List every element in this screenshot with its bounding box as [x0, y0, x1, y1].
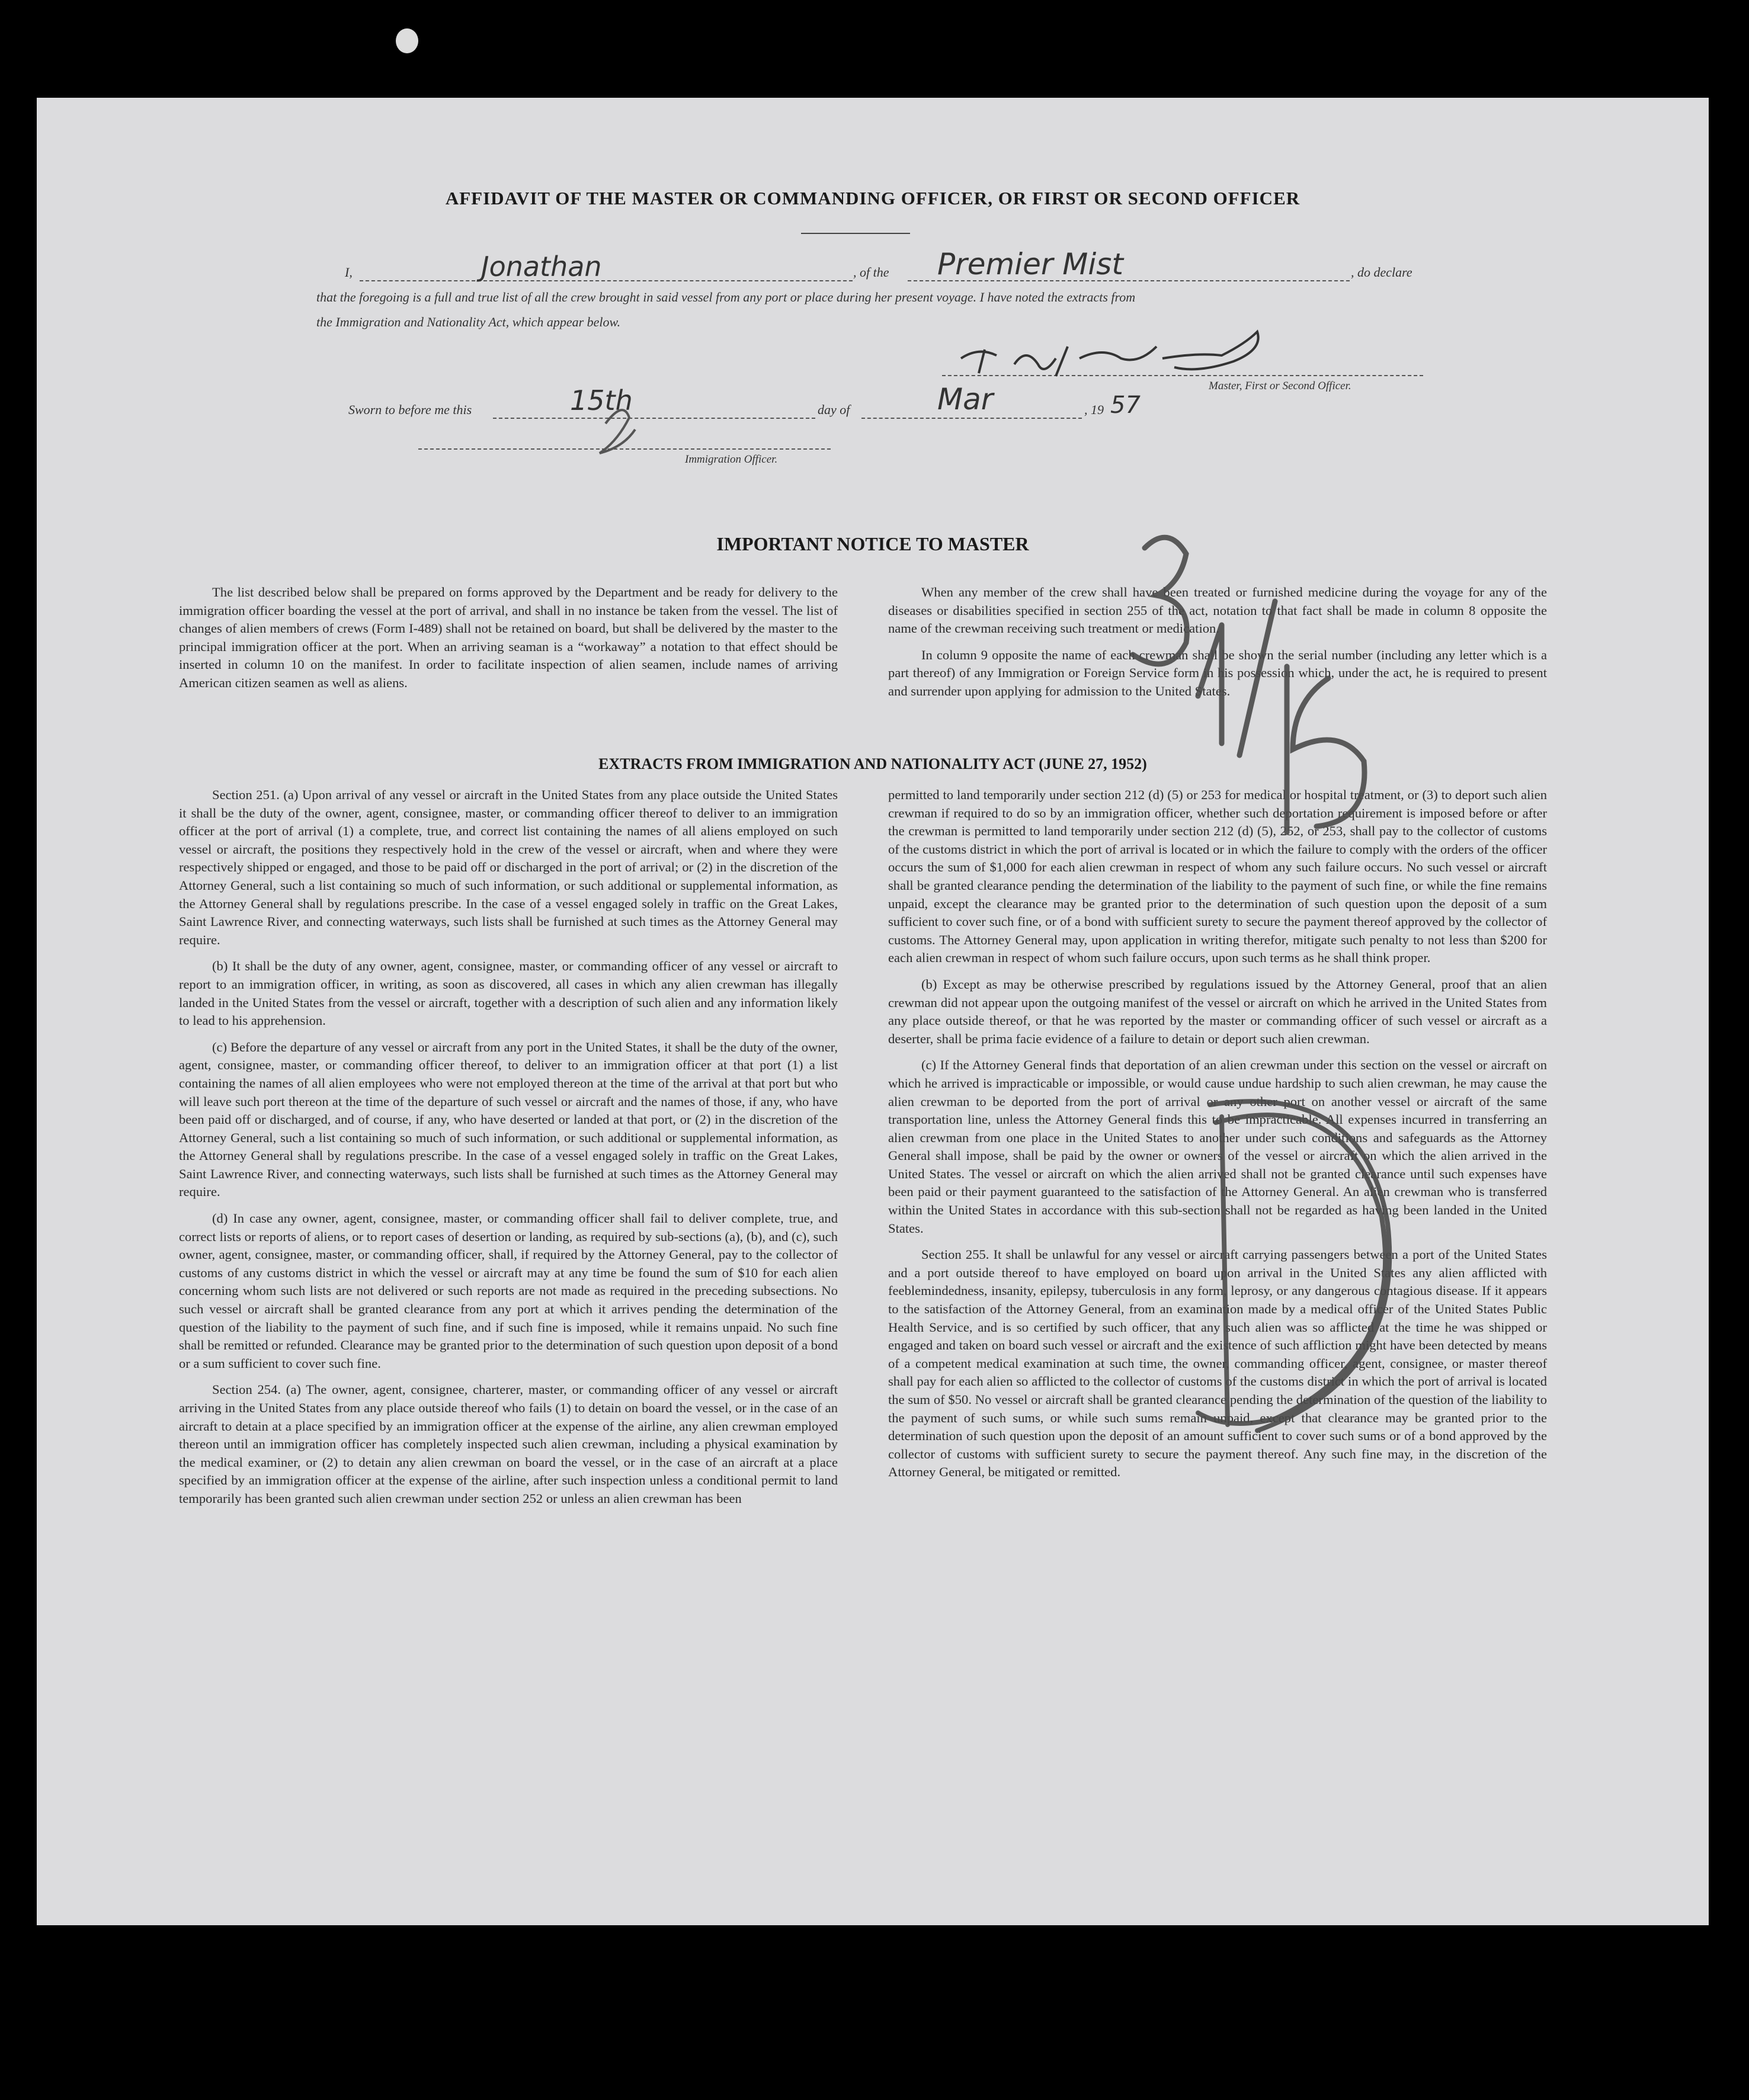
do-declare-label: , do declare	[1351, 265, 1412, 280]
affidavit-title: AFFIDAVIT OF THE MASTER OR COMMANDING OFFICER, OR FIRST OR SECOND OFFICER	[445, 188, 1300, 209]
section-251a: Section 251. (a) Upon arrival of any vessel or aircraft in the United States from any place outside the United States it shall be the duty of the owner, agent, consignee, master, or commanding officer thereof to deliver to an immigration officer at the port of arrival (1) a complete, true, and correct list containing the names of all aliens employed on such vessel or aircraft, the positions they respectively hold in the crew of the vessel or aircraft, when and where they were respectively shipped or engaged, and those to be paid off or discharged in the port of arrival; or (2) in the discretion of the Attorney General, such a list containing so much of such information, or such additional or supplemental information, as the Attorney General shall by regulations prescribe. In the case of a vessel engaged solely in traffic on the Great Lakes, Saint Lawrence River, and connecting waterways, such lists shall be furnished at such times as the Attorney General may require.	[179, 787, 838, 947]
master-label: Master, First or Second Officer.	[1209, 380, 1351, 392]
section-254a-continued: permitted to land temporarily under section 212 (d) (5) or 253 for medical or hospital treatment, or (3) to deport such alien crewman if required to do so by an immigration officer, whether such deportation requirement is imposed before or after the crewman is permitted to land temporarily under section 212 (d) (5), 252, or 253, shall pay to the collector of customs of the customs district in which the port of arrival is located or in which the failure to comply with the orders of the officer occurs the sum of $1,000 for each alien crewman in respect of whom any such failure occurs. No such vessel or aircraft shall be granted clearance pending the determination of the liability to the payment of such fine, or while the fine remains unpaid, except the clearance may be granted prior to the determination of such question upon the deposit of a sum sufficient to cover such fine, or of a bond with sufficient surety to secure the payment thereof approved by the collector of customs. The Attorney General may, upon application in writing therefor, mitigate such penalty to not less than $200 for each alien crewman in respect of whom such failure occurs, upon such terms as he shall think proper.	[888, 787, 1547, 966]
officer-signature	[600, 410, 635, 453]
section-251c: (c) Before the departure of any vessel or aircraft from any port in the United States, it shall be the duty of the owner, agent, consignee, master, or commanding officer thereof, to deliver to an immigration officer at that port (1) a list containing the names of all alien employees who were not employed thereon at the time of the arrival at that port but who will leave such port thereon at the time of the departure of such vessel or aircraft and the names of those, if any, who have been paid off or discharged, and of course, if any, who have deserted or landed at that port, or (2) in the discretion of the Attorney General, such a list containing so much of such information, or such additional or supplemental information, as the Attorney General shall by regulations prescribe. In the case of a vessel engaged solely in traffic on the Great Lakes, Saint Lawrence River, and connecting waterways, such lists shall be furnished at such times as the Attorney General may require.	[179, 1039, 838, 1200]
section-254c: (c) If the Attorney General finds that deportation of an alien crewman under this section on the vessel or aircraft on which he arrived is impracticable or impossible, or would cause undue hardship to such alien crewman, he may cause the alien crewman to be deported from the port of arrival or any other port on another vessel or aircraft of the same transportation line, unless the Attorney General finds this to be impracticable. All expenses incurred in transferring an alien crewman from one place in the United States to another under such conditions and safeguards as the Attorney General shall impose, shall be paid by the owner or owners of the vessel or aircraft on which the alien arrived in the United States. The vessel or aircraft on which the alien arrived shall not be granted clearance until such expenses have been paid or their payment guaranteed to the satisfaction of the Attorney General. An alien crewman who is transferred within the United States in accordance with this sub-section shall not be regarded as having been landed in the United States.	[888, 1057, 1547, 1236]
notice-left-paragraph: The list described below shall be prepared on forms approved by the Department and be ready for delivery to the immigration officer boarding the vessel at the port of arrival, and shall in no instance be taken from the vessel. The list of changes of alien members of crews (Form I-489) shall not be retained on board, but shall be delivered by the master to the principal immigration officer at the port. When an arriving seaman is a “workaway” a notation to that effect should be inserted in column 10 on the manifest. In order to facilitate inspection of alien seamen, include names of arriving American citizen seamen as well as aliens.	[179, 585, 838, 690]
crayon-letter-mark	[1198, 1101, 1389, 1431]
sworn-label: Sworn to before me this	[348, 402, 472, 417]
notice-title: IMPORTANT NOTICE TO MASTER	[716, 533, 1029, 554]
extracts-title: EXTRACTS FROM IMMIGRATION AND NATIONALITY ACT (JUNE 27, 1952)	[598, 755, 1147, 772]
vessel-handwriting: Premier Mist	[937, 247, 1123, 281]
handwritten-marks	[37, 98, 1709, 1925]
name-handwriting: Jonathan	[481, 251, 602, 283]
notice-right-paragraph-1: When any member of the crew shall have been treated or furnished medicine during the voyage for any of the diseases or disabilities specified in section 255 of the act, notation to that fact shall be made in column 8 opposite the name of the crewman receiving such treatment or medication.	[888, 585, 1547, 636]
section-254a: Section 254. (a) The owner, agent, consignee, charterer, master, or commanding officer of any vessel or aircraft arriving in the United States from any place outside thereof who fails (1) to detain on board the vessel, or in the case of an aircraft to detain at a place specified by an immigration officer at the expense of the airline, any alien crewman employed thereon until an immigration officer has completely inspected such alien crewman, including a physical examination by the medical examiner, or (2) to detain any alien crewman on board the vessel, or in the case of an aircraft at a place specified by an immigration officer at the expense of the airline, after such inspection unless a conditional permit to land temporarily has been granted such alien crewman under section 252 or unless an alien crewman has been	[179, 1382, 838, 1506]
year-label: , 19	[1084, 402, 1104, 417]
of-the-label: , of the	[853, 265, 889, 280]
officer-label: Immigration Officer.	[685, 453, 778, 466]
notice-right-paragraph-2: In column 9 opposite the name of each crewman shall be shown the serial number (including any letter which is a part thereof) of any Immigration or Foreign Service form in his possession which, under the act, he is required to present and surrender upon applying for admission to the United States.	[888, 647, 1547, 698]
i-label: I,	[345, 265, 353, 280]
month-handwriting: Mar	[937, 382, 994, 416]
master-signature	[961, 332, 1258, 376]
section-251d: (d) In case any owner, agent, consignee, master, or commanding officer shall fail to deliver complete, true, and correct lists or reports of aliens, or to report cases of desertion or landing, as required by sub-sections (a), (b), and (c), such owner, agent, consignee, master, or commanding officer, shall, if required by the Attorney General, pay to the collector of customs of any customs district in which the vessel or aircraft may at any time be found the sum of $10 for each alien concerning whom such lists are not delivered or such reports are not made as required in the preceding subsections. No such vessel or aircraft shall be granted clearance from any port at which it arrives pending the determination of the question of the liability to the payment of such fine, and if such fine is imposed, while it remains unpaid. No such fine shall be remitted or refunded. Clearance may be granted prior to the determination of such question upon deposit of a bond or a sum sufficient to cover such fine.	[179, 1211, 838, 1371]
section-251b: (b) It shall be the duty of any owner, agent, consignee, master, or commanding officer of any vessel or aircraft to report to an immigration officer, in writing, as soon as discovered, all cases in which any alien crewman has illegally landed in the United States from the vessel or aircraft, together with a description of such alien and any information likely to lead to his apprehension.	[179, 958, 838, 1028]
day-of-label: day of	[818, 402, 850, 417]
section-255: Section 255. It shall be unlawful for any vessel or aircraft carrying passengers between a port of the United States and a port outside thereof to have employed on board upon arrival in the United States any alien afflicted with feeblemindedness, insanity, epilepsy, tuberculosis in any form, leprosy, or any dangerous contagious disease. If it appears to the satisfaction of the Attorney General, from an examination made by a medical officer of the United States Public Health Service, and is so certified by such officer, that any such alien was so afflicted at the time he was shipped or engaged and taken on board such vessel or aircraft and the existence of such affliction might have been detected by means of a competent medical examination at such time, the owner, commanding officer, agent, consignee, or master thereof shall pay for each alien so afflicted to the collector of customs of the customs district in which the port of arrival is located the sum of $50. No vessel or aircraft shall be granted clearance pending the determination of the question of the liability to the payment of such sums, or while such sums remain unpaid, except that clearance may be granted prior to the determination of such question upon the deposit of an amount sufficient to cover such sums or of a bond approved by the collector of customs with sufficient surety to secure the payment thereof. Any such fine may, in the discretion of the Attorney General, be mitigated or remitted.	[888, 1247, 1547, 1480]
document-page	[37, 98, 1709, 1925]
affidavit-line-2: that the foregoing is a full and true list of all the crew brought in said vessel from any port or place during her present voyage. I have noted the extracts from	[316, 290, 1136, 304]
day-handwriting: 15th	[570, 384, 633, 416]
affidavit-line-3: the Immigration and Nationality Act, which appear below.	[316, 315, 621, 329]
year-handwriting: 57	[1110, 392, 1141, 419]
punch-hole	[396, 28, 418, 53]
section-254b: (b) Except as may be otherwise prescribed by regulations issued by the Attorney General, proof that an alien crewman did not appear upon the outgoing manifest of the vessel or aircraft on which he arrived in the United States from any place outside thereof, or that he was reported by the master or commanding officer of such vessel or aircraft as a deserter, shall be prima facie evidence of a failure to detain or deport such alien crewman.	[888, 976, 1547, 1046]
crayon-fraction-mark	[1133, 537, 1364, 832]
